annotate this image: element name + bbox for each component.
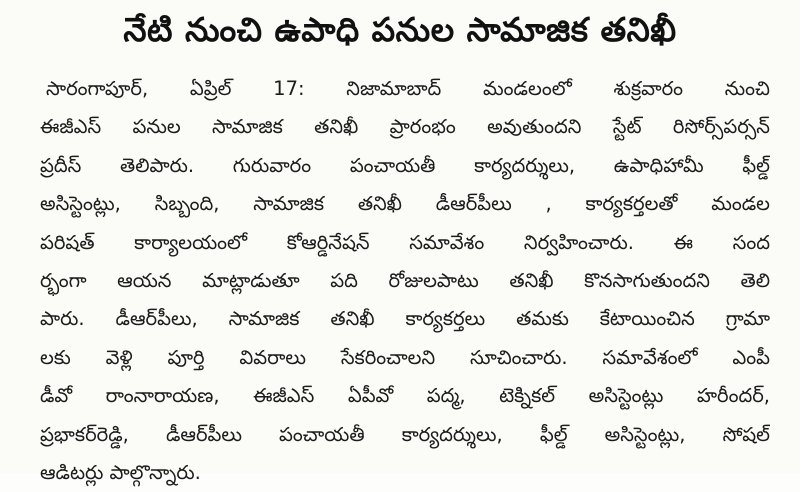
article-line-11: ఆడిటర్లు పాల్గొన్నారు.: [40, 460, 201, 484]
article-line-4: అసిస్టెంట్లు, సిబ్బంది, సామాజిక తనిఖీ డీఆర్‌పీలు , కార్యకర్తలతో మండల: [40, 192, 770, 216]
article-line-9: డీవో రాంనారాయణ, ఈజీఎస్ ఏపీవో పద్మ, టెక్నికల్ అసిస్టెంట్లు హరీందర్,: [40, 384, 770, 408]
article-line-8: లకు వెళ్లి పూర్తి వివరాలు సేకరించాలని సూచించారు. సమావేశంలో ఎంపీ: [40, 345, 770, 369]
article-line-7: పారు. డీఆర్‌పీలు, సామాజిక తనిఖీ కార్యకర్తలు తమకు కేటాయించిన గ్రామా: [40, 307, 770, 331]
article-line-1: సారంగాపూర్, ఏప్రిల్ 17: నిజామాబాద్ మండలంలో శుక్రవారం నుంచి: [46, 77, 770, 100]
article-line-6: ర్భంగా ఆయన మాట్లాడుతూ పది రోజులపాటు తనిఖీ కొనసాగుతుందని తెలి: [40, 268, 770, 292]
article-line-5: పరిషత్ కార్యాలయంలో కోఆర్డినేషన్ సమావేశం నిర్వహించారు. ఈ సంద: [40, 230, 770, 254]
article-line-10: ప్రభాకర్‌రెడ్డి, డీఆర్‌పీలు పంచాయతీ కార్యదర్శులు, ఫీల్డ్ అసిస్టెంట్లు, సోషల్: [40, 422, 770, 446]
article-body: [40, 70, 770, 492]
article-line-2: ఈజీఎస్ పనుల సామాజిక తనిఖీ ప్రారంభం అవుతుందని స్టేట్ రిసోర్స్‌పర్సన్: [40, 115, 770, 139]
article-headline: నేటి నుంచి ఉపాధి పనుల సామాజిక తనిఖీ: [123, 10, 677, 49]
article-line-3: ప్రదీస్ తెలిపారు. గురువారం పంచాయతీ కార్యదర్శులు, ఉపాధిహామీ ఫీల్డ్: [40, 153, 770, 177]
